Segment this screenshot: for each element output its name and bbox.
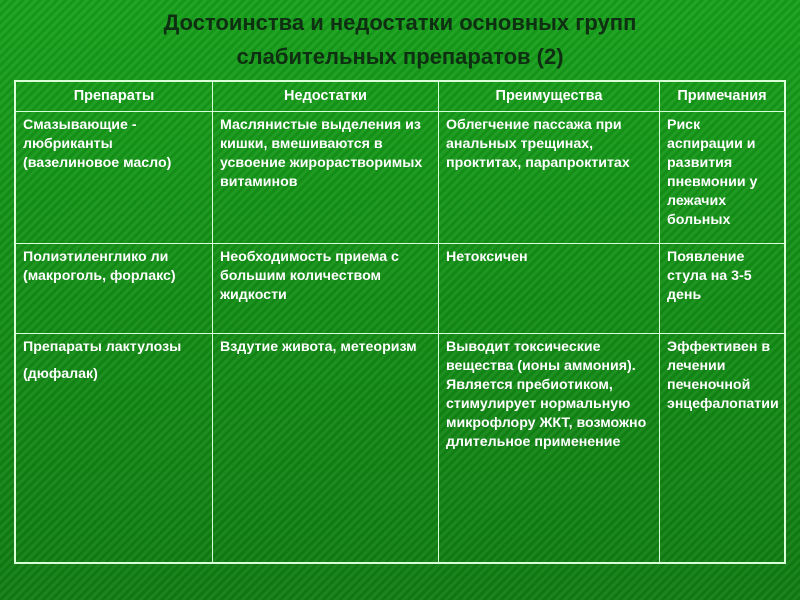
laxatives-table: [14, 80, 786, 564]
drug-brand: (дюфалак): [23, 366, 98, 382]
cell-notes: Появление стула на 3-5 день: [660, 244, 785, 334]
title-line-1: Достоинства и недостатки основных групп: [163, 10, 637, 35]
cell-cons: Маслянистые выделения из кишки, вмешиваются в усвоение жирорастворимых витаминов: [213, 112, 439, 244]
header-drugs: Препараты: [16, 82, 213, 112]
cell-pros: Нетоксичен: [439, 244, 660, 334]
cell-drug: Смазывающие - любриканты (вазелиновое масло): [16, 112, 213, 244]
cell-pros: Выводит токсические вещества (ионы аммония). Является пребиотиком, стимулирует нормальную микрофлору ЖКТ, возможно длительное применение: [439, 334, 660, 563]
header-cons: Недостатки: [213, 82, 439, 112]
cell-drug: [16, 334, 213, 563]
drug-name: Препараты лактулозы: [23, 339, 182, 355]
cell-cons: Вздутие живота, метеоризм: [213, 334, 439, 563]
table-row: [16, 334, 785, 563]
cell-drug: Полиэтиленглико ли (макроголь, форлакс): [16, 244, 213, 334]
table-header-row: [16, 82, 785, 112]
cell-cons: Необходимость приема с большим количеством жидкости: [213, 244, 439, 334]
table-row: [16, 244, 785, 334]
table-row: [16, 112, 785, 244]
header-notes: Примечания: [660, 82, 785, 112]
slide-title: [60, 6, 740, 74]
cell-pros: Облегчение пассажа при анальных трещинах, проктитах, парапроктитах: [439, 112, 660, 244]
cell-notes: Риск аспирации и развития пневмонии у лежачих больных: [660, 112, 785, 244]
title-line-2: слабительных препаратов (2): [236, 44, 564, 69]
cell-notes: Эффективен в лечении печеночной энцефалопатии: [660, 334, 785, 563]
header-pros: Преимущества: [439, 82, 660, 112]
